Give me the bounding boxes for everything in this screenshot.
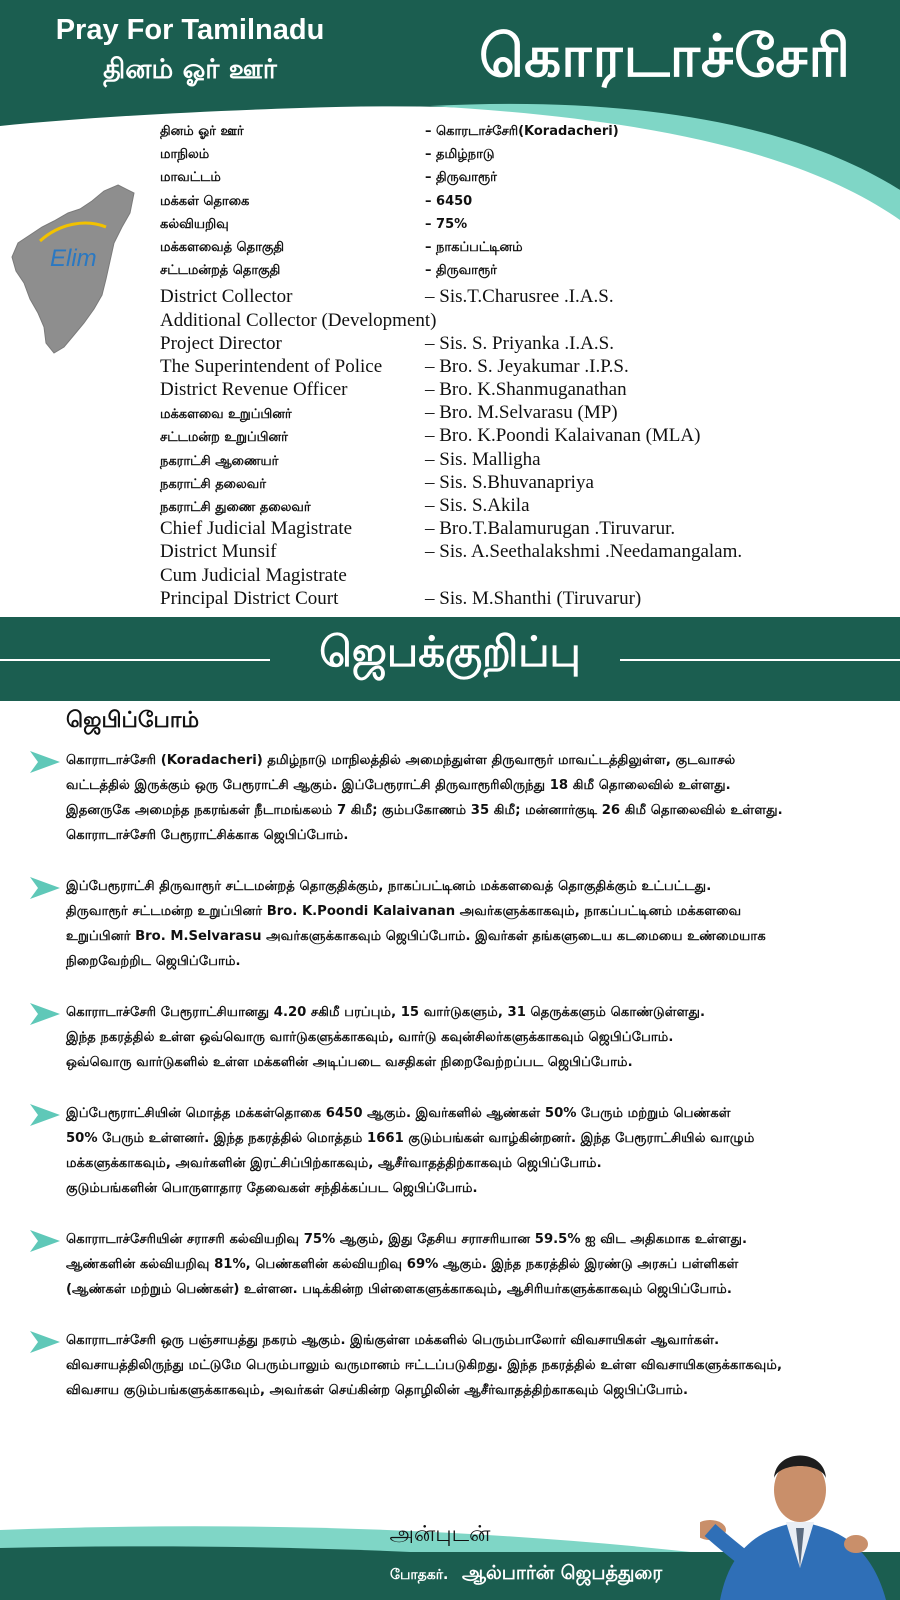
prayer-point-line: குடும்பங்களின் பொருளாதார தேவைகள் சந்திக்கப்பட ஜெபிப்போம். <box>66 1181 478 1196</box>
info-row <box>160 147 890 170</box>
prayer-point-line: இப்பேரூராட்சி திருவாரூர் சட்டமன்றத் தொகுதிக்கும், நாகப்பட்டினம் மக்களவைத் தொகுதிக்கும் உட்பட்டது. <box>66 879 712 894</box>
prayer-point-line: கொராடாச்சேரி (Koradacheri) தமிழ்நாடு மாநிலத்தில் அமைந்துள்ள திருவாரூர் மாவட்டத்திலுள்ள, குடவாசல் <box>66 753 736 768</box>
info-key: மாவட்டம் <box>160 170 221 186</box>
info-key: Cum Judicial Magistrate <box>160 564 347 586</box>
info-row <box>160 425 890 448</box>
info-value: – Bro. S. Jeyakumar .I.P.S. <box>425 355 629 377</box>
info-row <box>160 310 890 333</box>
info-row <box>160 402 890 425</box>
info-row <box>160 379 890 402</box>
info-value: – கொரடாச்சேரி(Koradacheri) <box>425 124 619 139</box>
info-row <box>160 449 890 472</box>
info-key: தினம் ஓர் ஊர் <box>160 124 244 139</box>
preacher-name <box>390 1562 662 1587</box>
info-key: சட்டமன்ற உறுப்பினர் <box>160 430 288 446</box>
prayer-points-band <box>0 617 900 701</box>
info-row <box>160 240 890 263</box>
prayer-point-line: விவசாய குடும்பங்களுக்காகவும், அவர்கள் செய்கின்ற தொழிலின் ஆசீர்வாதத்திற்காகவும் ஜெபிப்போம். <box>66 1383 688 1398</box>
prayer-point-line: ஒவ்வொரு வார்டுகளில் உள்ள மக்களின் அடிப்படை வசதிகள் நிறைவேற்றப்பட ஜெபிப்போம். <box>66 1055 633 1070</box>
arrow-bullet-icon <box>30 751 60 773</box>
info-key: Additional Collector (Development) <box>160 309 437 331</box>
info-value: – Bro. K.Shanmuganathan <box>425 379 627 401</box>
section-heading: ஜெபிப்போம் <box>66 708 200 733</box>
info-row <box>160 286 890 309</box>
info-key: Project Director <box>160 332 282 354</box>
info-value: – Sis. Malligha <box>425 448 541 470</box>
info-row <box>160 472 890 495</box>
brand-line-tamil: தினம் ஓர் ஊர் <box>103 54 277 85</box>
info-row <box>160 124 890 147</box>
info-key: சட்டமன்றத் தொகுதி <box>160 263 281 279</box>
prayer-point-text <box>66 1227 880 1302</box>
town-title: கொரடாச்சேரி <box>478 22 852 90</box>
info-key: The Superintendent of Police <box>160 355 383 377</box>
info-key: மக்களவை உறுப்பினர் <box>160 407 292 423</box>
info-key: மக்கள் தொகை <box>160 193 250 209</box>
info-value: – Bro.T.Balamurugan .Tiruvarur. <box>425 518 676 540</box>
info-key: மாநிலம் <box>160 147 210 163</box>
preacher-title: போதகர். <box>390 1567 449 1583</box>
prayer-point <box>30 1101 880 1201</box>
info-value: – Sis. S.Akila <box>425 495 530 516</box>
info-value: – 75% <box>425 216 468 232</box>
arrow-bullet-icon <box>30 1331 60 1353</box>
prayer-point-line: இப்பேரூராட்சியின் மொத்த மக்கள்தொகை 6450 ஆகும். இவர்களில் ஆண்கள் 50% பேரும் மற்றும் பெண்கள் <box>66 1106 731 1121</box>
info-row <box>160 495 890 518</box>
info-key: District Revenue Officer <box>160 379 348 401</box>
info-row <box>160 217 890 240</box>
info-value: – Sis.T.Charusree .I.A.S. <box>425 286 614 308</box>
info-value: – 6450 <box>425 193 473 209</box>
prayer-point-line: கொராடாச்சேரி ஒரு பஞ்சாயத்து நகரம் ஆகும். இங்குள்ள மக்களில் பெரும்பாலோர் விவசாயிகள் ஆவார்கள். <box>66 1333 720 1348</box>
info-value: – திருவாரூர் <box>425 170 497 186</box>
info-key: District Munsif <box>160 541 277 563</box>
info-key: நகராட்சி துணை தலைவர் <box>160 500 311 515</box>
signature-label: அன்புடன் <box>389 1522 491 1547</box>
prayer-point-line: இதனருகே அமைந்த நகரங்கள் நீடாமங்கலம் 7 கிமீ; கும்பகோணம் 35 கிமீ; மன்னார்குடி 26 கிமீ தொலைவில் உள்ளது. <box>66 803 783 818</box>
info-key: நகராட்சி ஆணையர் <box>160 453 279 469</box>
prayer-point-line: விவசாயத்திலிருந்து மட்டுமே பெரும்பாலும் வருமானம் ஈட்டப்படுகிறது. இந்த நகரத்தில் உள்ள விவசாயிகளுக்காகவும், <box>66 1358 783 1373</box>
elim-logo: Elim <box>50 245 97 272</box>
prayer-point-line: வட்டத்தில் இருக்கும் ஒரு பேரூராட்சி ஆகும். இப்பேரூராட்சி திருவாரூரிலிருந்து 18 கிமீ தொலைவில் உள்ளது. <box>66 778 731 793</box>
info-key: Principal District Court <box>160 587 339 609</box>
prayer-point-line: கொராடாச்சேரி பேரூராட்சியானது 4.20 சகிமீ பரப்பும், 15 வார்டுகளும், 31 தெருக்களும் கொண்டுள்ளது. <box>66 1005 706 1020</box>
info-key: நகராட்சி தலைவர் <box>160 476 267 492</box>
prayer-point-line: கொராடாச்சேரியின் சராசரி கல்வியறிவு 75% ஆகும், இது தேசிய சராசரியான 59.5% ஐ விட அதிகமாக உள்ளது. <box>66 1232 748 1247</box>
arrow-bullet-icon <box>30 1230 60 1252</box>
info-key: கல்வியறிவு <box>160 216 229 232</box>
prayer-point-line: (ஆண்கள் மற்றும் பெண்கள்) உள்ளன. படிக்கின்ற பிள்ளைகளுக்காகவும், ஆசிரியர்களுக்காகவும் ஜெபிப்போம். <box>66 1282 732 1297</box>
info-key: District Collector <box>160 286 293 308</box>
info-value: – Bro. K.Poondi Kalaivanan (MLA) <box>425 425 701 447</box>
prayer-point <box>30 748 880 848</box>
info-row <box>160 194 890 217</box>
info-value: – Bro. M.Selvarasu (MP) <box>425 402 618 424</box>
prayer-point <box>30 1328 880 1403</box>
arrow-bullet-icon <box>30 877 60 899</box>
info-row <box>160 518 890 541</box>
info-row <box>160 170 890 193</box>
info-row <box>160 263 890 286</box>
info-value: – Sis. S. Priyanka .I.A.S. <box>425 332 614 354</box>
arrow-bullet-icon <box>30 1003 60 1025</box>
info-value: – Sis. M.Shanthi (Tiruvarur) <box>425 587 642 609</box>
prayer-point-text <box>66 1328 880 1403</box>
info-row <box>160 565 890 588</box>
info-value: – நாகப்பட்டினம் <box>425 239 523 255</box>
preacher-photo <box>700 1418 900 1600</box>
info-row <box>160 541 890 564</box>
prayer-point-line: நிறைவேற்றிட ஜெபிப்போம். <box>66 954 241 969</box>
prayer-point <box>30 1000 880 1075</box>
prayer-point-text <box>66 1101 880 1201</box>
prayer-point-line: 50% பேரும் உள்ளனர். இந்த நகரத்தில் மொத்தம் 1661 குடும்பங்கள் வாழ்கின்றனர். இந்த பேரூராட்சியில் வாழும் <box>66 1131 755 1146</box>
info-row <box>160 588 890 611</box>
info-value: – தமிழ்நாடு <box>425 147 495 163</box>
prayer-point-text <box>66 1000 880 1075</box>
town-info-table <box>160 124 890 611</box>
prayer-point-line: திருவாரூர் சட்டமன்ற உறுப்பினர் Bro. K.Poondi Kalaivanan அவர்களுக்காகவும், நாகப்பட்டினம் மக்களவை <box>66 904 742 919</box>
preacher-full-name: ஆல்பார்ன் ஜெபத்துரை <box>461 1562 663 1584</box>
info-value: – Sis. A.Seethalakshmi .Needamangalam. <box>425 541 743 563</box>
prayer-point-line: கொராடாச்சேரி பேரூராட்சிக்காக ஜெபிப்போம். <box>66 828 349 843</box>
prayer-point <box>30 1227 880 1302</box>
prayer-points-list <box>30 748 880 1429</box>
info-row <box>160 333 890 356</box>
prayer-point-line: ஆண்களின் கல்வியறிவு 81%, பெண்களின் கல்வியறிவு 69% ஆகும். இந்த நகரத்தில் இரண்டு அரசுப் பள்ளிகள் <box>66 1257 739 1272</box>
info-key: Chief Judicial Magistrate <box>160 518 353 540</box>
info-value: – திருவாரூர் <box>425 263 497 279</box>
arrow-bullet-icon <box>30 1104 60 1126</box>
prayer-point-text <box>66 874 880 974</box>
prayer-point-text <box>66 748 880 848</box>
info-value: – Sis. S.Bhuvanapriya <box>425 471 594 493</box>
info-row <box>160 356 890 379</box>
brand-line-english: Pray For Tamilnadu <box>55 14 325 46</box>
prayer-point <box>30 874 880 974</box>
prayer-point-line: இந்த நகரத்தில் உள்ள ஒவ்வொரு வார்டுகளுக்காகவும், வார்டு கவுன்சிலர்களுக்காகவும் ஜெபிப்போம். <box>66 1030 674 1045</box>
info-key: மக்களவைத் தொகுதி <box>160 239 285 255</box>
prayer-point-line: மக்களுக்காகவும், அவர்களின் இரட்சிப்பிற்காகவும், ஆசீர்வாதத்திற்காகவும் ஜெபிப்போம். <box>66 1156 602 1171</box>
prayer-point-line: உறுப்பினர் Bro. M.Selvarasu அவர்களுக்காகவும் ஜெபிப்போம். இவர்கள் தங்களுடைய கடமையை உண்மையாக <box>66 929 766 944</box>
band-title: ஜெபக்குறிப்பு <box>319 627 581 676</box>
